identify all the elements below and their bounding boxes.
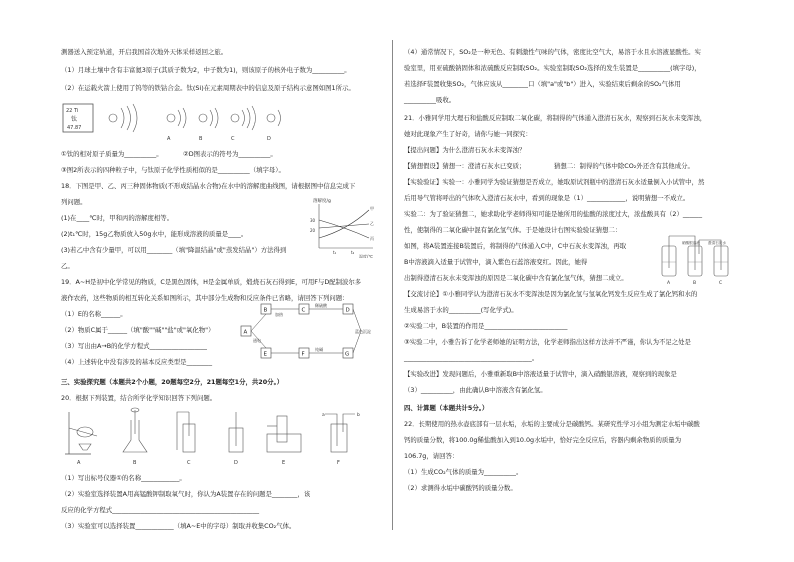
fig-label-c: C <box>231 136 235 142</box>
q21-discuss-2: ②实验二中，B装置的作用是__________________________ <box>404 322 568 330</box>
conversion-diagram <box>239 302 379 370</box>
q17-sub2: ②D图表示的符号为__________。 <box>183 150 277 158</box>
label-c: C <box>187 460 191 466</box>
titanium-atom-figure <box>61 98 291 144</box>
vessel-a: A <box>667 281 671 286</box>
port-b: b <box>357 413 360 418</box>
fig-label-b: B <box>199 136 203 142</box>
y-axis-label: 溶解度/g <box>313 199 331 204</box>
element-name: 钛 <box>71 116 78 123</box>
node-a: A <box>243 329 248 336</box>
q21-exp1: 【实验验证】实验一：小雅同学为验证猜想是否成立，她取原试剂瓶中的澄清石灰水适量倒入小试管中，然 <box>404 178 705 186</box>
q20-sub2: （2）实验室选择装置A用高锰酸钾制取氧气时，你认为A装置存在的问题是________，该 <box>61 490 311 498</box>
ytick-20: 20 <box>310 228 316 233</box>
label-soda: 纯碱 <box>315 347 323 352</box>
label-a: A <box>77 460 81 466</box>
q20-sub4: （4）通常情况下，SO₂是一种无色、有刺激性气味的气体，密度比空气大，易溶于水且水溶液显酸性。实 <box>404 48 701 56</box>
label-limewater: 澄清石灰水 <box>708 241 726 245</box>
q20-sub4-4: __________吸收。 <box>404 96 456 104</box>
xtick-t1: t₁ <box>333 250 337 255</box>
series-jia: 甲 <box>370 206 374 211</box>
ytick-30: 30 <box>310 218 316 223</box>
node-f: F <box>301 351 305 358</box>
q22-sub1: （1）生成CO₂气体的质量为__________。 <box>404 468 523 476</box>
q21-discuss-3b: ________________________________________。 <box>404 354 539 362</box>
q21-stem: 21．小雅同学用大理石和盐酸反应制取二氧化碳，将制得的气体通入澄清石灰水，观察到石灰水未变浑浊， <box>404 114 707 122</box>
q21-exp1-2: 后用导气管将呼出的气体吹入澄清石灰水中，看到的现象是（1）____________，说明猜想一不成立。 <box>404 194 690 202</box>
q21-discuss-1b: 生成易溶于水的__________(写化学式)。 <box>404 306 518 314</box>
x-axis-label: 温度/℃ <box>359 254 373 258</box>
series-bing: 丙 <box>370 236 374 241</box>
node-c: C <box>301 307 306 314</box>
q18-sub1: (1)在____℃时，甲和丙的溶解度相等。 <box>61 214 174 222</box>
label-b: B <box>133 460 137 466</box>
label-heat: 加热 <box>275 312 283 317</box>
solubility-curve-figure <box>307 194 379 258</box>
label-dilute: 稀硫酸 <box>315 303 327 308</box>
q20-sub4-2: 验室里，用亚硫酸钠固体和浓硫酸反应制取SO₂。实验室制取SO₂选择的发生装置是__________(填字母)， <box>404 64 701 72</box>
q18-sub3: (3)若乙中含有少量甲，可以用________（填"降温结晶"或"蒸发结晶"）方法得到 <box>61 246 287 254</box>
q21-question: 【提出问题】为什么澄清石灰水未变浑浊？ <box>404 146 526 154</box>
label-f: F <box>337 460 340 466</box>
q20-sub1: （1）写出标号仪器①的名称____________。 <box>61 474 186 482</box>
q21-hypothesis-2: 猜想二：制得的气体中除CO₂外还含有其他成分。 <box>554 162 694 170</box>
port-a: a <box>322 413 325 418</box>
q21-discuss-1: 【交流讨论】①小雅同学认为澄清石灰水不变浑浊是因为氯化氢与氢氧化钙发生反应生成了氯化钙和水的 <box>404 290 698 298</box>
node-g: G <box>345 351 350 358</box>
xtick-t2: t₂ <box>351 250 355 255</box>
q17-sub3: ③图2所表示的四种粒子中，与钛原子化学性质相似的是__________（填字母）。 <box>61 166 285 174</box>
q22-stem: 22．长期使用的热水壶底部有一层水垢，水垢的主要成分是碳酸钙。某研究性学习小组为测定水垢中碳酸 <box>404 420 700 428</box>
q21-improve-2: （3）__________，由此确认B中溶液含有氯化氢。 <box>404 386 547 394</box>
q17-sub1: ①钛的相对原子质量为__________。 <box>61 150 163 158</box>
q18-sub3-end: 乙。 <box>61 262 74 270</box>
label-power: 通电 <box>253 338 261 343</box>
q21-exp2: 实验二：为了验证猜想二，她求助化学老师得知可能是她所用的盐酸的浓度过大，浓盐酸具有（2）______ <box>404 210 703 218</box>
node-b: B <box>263 307 268 314</box>
section-4-title: 四、计算题（本题共计5分。） <box>404 404 489 412</box>
q19-stem: 19．A~H是初中化学常见的物质，C是黑色固体，H是金属单质，煅烧石灰石得到E，可用F与D配制波尔多 <box>61 278 362 286</box>
q21-discuss-3: ③实验二中，小雅告诉了化学老师她的证明方法，化学老师指出这样方法并不严谨，你认为不足之处是 <box>404 338 691 346</box>
node-e: E <box>263 351 267 358</box>
q20-sub2-eq: 反应的化学方程式______________________________________________ <box>61 506 260 514</box>
label-blue-precip: 蓝色沉淀 <box>355 329 371 334</box>
element-number: 22 Ti <box>66 108 79 114</box>
column-divider <box>392 40 393 530</box>
q20-sub4-3: 若选择F装置收集SO₂，气体应该从________口（填"a"或"b"）进入，实验结束后剩余的SO₂气体用 <box>404 80 681 88</box>
vessel-b: B <box>693 281 697 286</box>
q21-stem-2: 她对此现象产生了好奇，请你与她一同探究： <box>404 130 532 138</box>
q18-sub2: (2)t₁℃时，15g乙物质放入50g水中，能形成溶液的质量是____。 <box>61 230 248 238</box>
q20-sub3: （3）实验室可以选择装置____________（填A~E中的字母）制取并收集CO₂气体。 <box>61 522 296 530</box>
q20-stem: 20．根据下列装置，结合所学化学知识回答下列问题。 <box>61 394 217 402</box>
q21-exp2-4: B中溶液滴入适量于试管中，滴入紫色石蕊溶液变红。因此，她得 <box>404 258 588 266</box>
fig-label-a: A <box>167 136 171 142</box>
node-d: D <box>345 307 350 314</box>
q21-hypothesis-1: 【猜想假设】猜想一：澄清石灰水已变质； <box>404 162 526 170</box>
q19-stem-2: 液作农药，这些物质的相互转化关系如图所示，其中部分生成物和反应条件已省略，请回答下列问题： <box>61 294 349 302</box>
q22-sub2: （2）求测得水垢中碳酸钙的质量分数。 <box>404 484 517 492</box>
q21-exp2-2: 性，使制得的二氧化碳中混有氯化氢气体。于是她设计右图实验验证猜想二： <box>404 226 622 234</box>
q19-sub4: （4）上述转化中没有涉及的基本反应类型是________ <box>61 358 213 366</box>
q22-stem-2: 钙的质量分数，将100.0g稀盐酸加入到10.0g水垢中，恰好完全反应后，容器内剩余物质的质量为 <box>404 436 682 444</box>
text-line: 测器送入预定轨道，开启我国首次地外天体采样返回之旅。 <box>61 48 228 56</box>
q22-stem-3: 106.7g，请回答： <box>404 452 459 460</box>
q18-stem: 18．下图是甲、乙、丙三种固体物质(不形成结晶水合物)在水中的溶解度曲线图，请根据图中信息完成下 <box>61 182 356 190</box>
gas-washing-figure <box>658 232 734 286</box>
lab-apparatus-figure <box>61 406 379 468</box>
q19-sub1: （1）E的名称______。 <box>61 310 127 318</box>
q19-sub2: （2）物质C属于______（填"酸""碱""盐"或"氧化物"） <box>61 326 215 334</box>
q17-part1: （1）月球土壤中含有丰富氦3原子(其质子数为2，中子数为1)，则该原子的核外电子数为__________。 <box>61 66 351 74</box>
series-yi: 乙 <box>370 221 374 226</box>
vessel-c: C <box>719 281 723 286</box>
label-d: D <box>234 460 238 466</box>
q21-exp2-5: 出制得澄清石灰水未变浑浊的原因是二氧化碳中含有氯化氢气体，猜想二成立。 <box>404 274 628 282</box>
label-e: E <box>282 460 286 466</box>
q17-part2: （2）在运载火箭上使用了钨等的铁钴合金。钛(Si)在元素周期表中的信息及原子结构示意图如图1所示。 <box>61 84 355 92</box>
q19-sub3: （3）写出由A→B的化学方程式__________________ <box>61 342 207 350</box>
q21-exp2-3: 如图，将A装置连接B装置后，将制得的气体通入C中，C中石灰水变浑浊，再取 <box>404 242 627 250</box>
label-silver-nitrate: 硝酸银溶液 <box>682 241 700 245</box>
q18-stem-2: 列问题。 <box>61 198 87 206</box>
fig-label-d: D <box>267 136 271 142</box>
element-mass: 47.87 <box>67 125 82 131</box>
section-3-title: 三、实验探究题（本题共2个小题，20题每空2分，21题每空1分，共20分。） <box>61 378 284 386</box>
q21-improve: 【实验改进】发现问题后，小雅重新取B中溶液适量于试管中，滴入硝酸银溶液，观察到的现象是 <box>404 370 677 378</box>
